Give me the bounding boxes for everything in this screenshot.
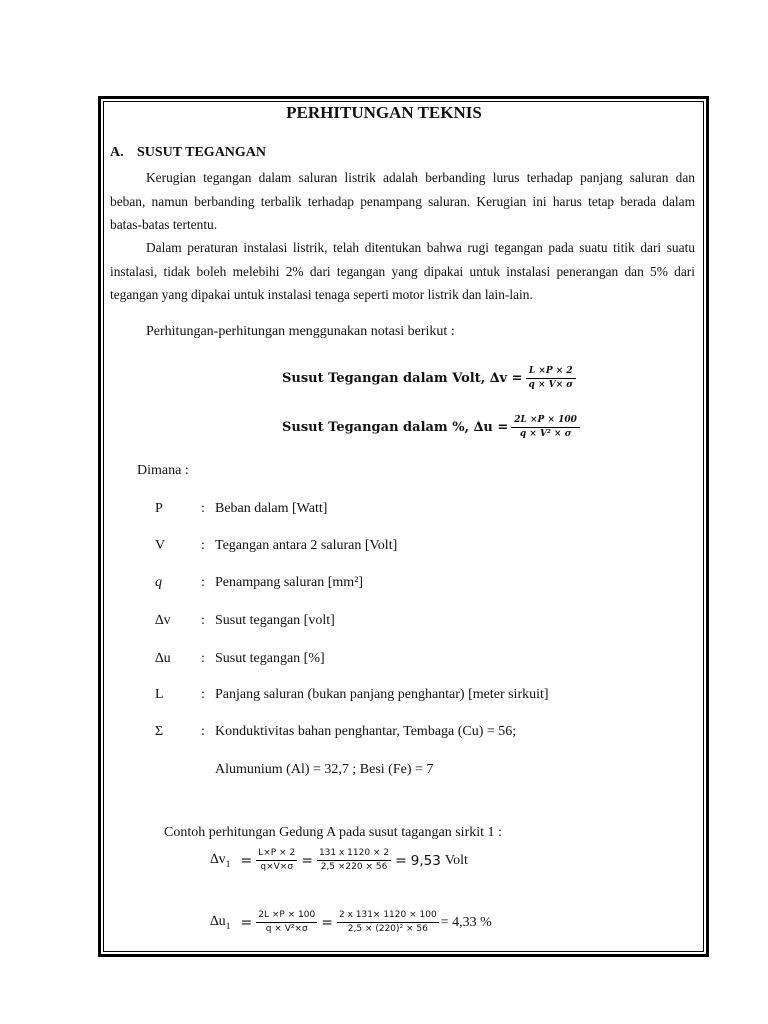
section-title: SUSUT TEGANGAN xyxy=(137,145,267,160)
definition-row: V : Tegangan antara 2 saluran [Volt] xyxy=(155,538,398,553)
paragraph-1 xyxy=(110,166,695,237)
formula-volt-numerator: L ×P × 2 xyxy=(526,366,576,379)
paragraph-2 xyxy=(110,236,695,307)
definition-row: q : Penampang saluran [mm²] xyxy=(155,575,364,590)
definition-text: Beban dalam [Watt] xyxy=(215,501,328,516)
page-title: PERHITUNGAN TEKNIS xyxy=(286,103,482,122)
definition-row: ∆u : Susut tegangan [%] xyxy=(155,651,325,666)
definition-row: L : Panjang saluran (bukan panjang penghantar) [meter sirkuit] xyxy=(155,687,549,702)
definition-text: Panjang saluran (bukan panjang penghantar) [meter sirkuit] xyxy=(215,687,549,702)
notation-intro: Perhitungan-perhitungan menggunakan notasi berikut : xyxy=(146,324,455,339)
paragraph-line: tegangan yang dipakai untuk instalasi tenaga seperti motor listrik dan lain-lain. xyxy=(110,287,533,302)
definition-row: ∆v : Susut tegangan [volt] xyxy=(155,613,335,628)
definition-symbol: q xyxy=(155,575,162,590)
calc-v1-lhs xyxy=(210,852,230,870)
section-number: A. xyxy=(110,145,124,160)
definition-symbol: P xyxy=(155,501,163,516)
definition-row: Σ : Konduktivitas bahan penghantar, Tembaga (Cu) = 56; xyxy=(155,724,517,739)
calc-u1-lhs xyxy=(210,914,230,932)
definition-text: Susut tegangan [volt] xyxy=(215,613,335,628)
formula-volt-fraction xyxy=(526,366,576,391)
definition-symbol: ∆u xyxy=(155,651,171,666)
calc-v1-fraction-symbolic xyxy=(256,848,297,873)
calc-u1-f1-numerator: 2L ×P × 100 xyxy=(256,910,317,923)
definition-symbol: V xyxy=(155,538,166,553)
definition-symbol: Σ xyxy=(155,724,164,739)
definition-text: Konduktivitas bahan penghantar, Tembaga (Cu) = 56; xyxy=(215,724,517,739)
definition-text: Penampang saluran [mm²] xyxy=(215,575,364,590)
definition-text: Susut tegangan [%] xyxy=(215,651,325,666)
definition-continuation: Alumunium (Al) = 32,7 ; Besi (Fe) = 7 xyxy=(215,762,434,777)
calc-v1-unit: Volt xyxy=(444,852,468,868)
calc-v1-f1-numerator: L×P × 2 xyxy=(256,848,297,861)
calc-v1-f2-denominator: 2,5 ×220 × 56 xyxy=(320,862,388,872)
definition-symbol: ∆v xyxy=(155,613,171,628)
calc-v1-f1-denominator: q×V×σ xyxy=(260,862,294,872)
paragraph-line: Dalam peraturan instalasi listrik, telah ditentukan bahwa rugi tegangan pada suatu titik dari suatu xyxy=(146,240,695,255)
paragraph-line: Kerugian tegangan dalam saluran listrik adalah berbanding lurus terhadap panjang saluran dan xyxy=(146,170,695,185)
dimana-label: Dimana : xyxy=(137,463,189,478)
paragraph-line: beban, namun berbanding terbalik terhadap penampang saluran. Kerugian ini harus tetap berada dalam xyxy=(110,193,695,209)
calc-v1: $\Delta v_1$ = $\frac{L\times P \times 2}{q\times V\times\sigma}$ = $\frac{131 x 1120 \times 2}{2,5 \times 220 \times 56}$ = 9,53 Volt xyxy=(210,848,468,872)
definition-row: P : Beban dalam [Watt] xyxy=(155,501,328,516)
calc-u1-subscript: 1 xyxy=(225,920,231,932)
formula-volt xyxy=(282,366,576,391)
section-heading xyxy=(110,145,266,161)
calc-u1-symbol: ∆u xyxy=(210,913,226,929)
calc-u1-f2-denominator: 2,5 × (220)² × 56 xyxy=(347,924,428,934)
paragraph-line: batas-batas tertentu. xyxy=(110,217,218,232)
calc-u1-result: = 4,33 % xyxy=(440,914,492,930)
paragraph-line: instalasi, tidak boleh melebihi 2% dari tegangan yang dipakai untuk instalasi penerangan dan 5% dari xyxy=(110,263,695,279)
calc-v1-subscript: 1 xyxy=(225,858,231,870)
formula-volt-denominator: q × V× σ xyxy=(528,380,573,390)
calc-v1-f2-numerator: 131 x 1120 × 2 xyxy=(317,848,391,861)
calc-v1-fraction-numeric xyxy=(317,848,391,873)
example-intro: Contoh perhitungan Gedung A pada susut tagangan sirkit 1 : xyxy=(164,825,502,840)
calc-v1-symbol: ∆v xyxy=(210,851,226,867)
formula-volt-label: Susut Tegangan dalam Volt, ∆v = xyxy=(282,371,523,386)
formula-percent xyxy=(282,415,580,440)
calc-u1-fraction-symbolic xyxy=(256,910,317,935)
formula-percent-denominator: q × V² × σ xyxy=(519,429,572,439)
calc-u1-f1-denominator: q × V²×σ xyxy=(265,924,308,934)
calc-u1-fraction-numeric xyxy=(337,910,439,935)
formula-percent-label: Susut Tegangan dalam %, ∆u = xyxy=(282,420,509,435)
formula-percent-numerator: 2L ×P × 100 xyxy=(511,415,580,428)
formula-percent-fraction xyxy=(511,415,580,440)
calc-u1: $\Delta u_1$ = $\frac{2L \times P \times 100}{\text{q × V²×σ}}$ = $\frac{2 x 131\times 1120 \times 100}{\text{2,5 × (220)² × 56}}$ = 4,33 % xyxy=(210,910,492,934)
definition-text: Tegangan antara 2 saluran [Volt] xyxy=(215,538,398,553)
calc-v1-result: 9,53 xyxy=(410,852,441,869)
definition-symbol: L xyxy=(155,687,164,702)
calc-u1-f2-numerator: 2 x 131× 1120 × 100 xyxy=(337,910,439,923)
